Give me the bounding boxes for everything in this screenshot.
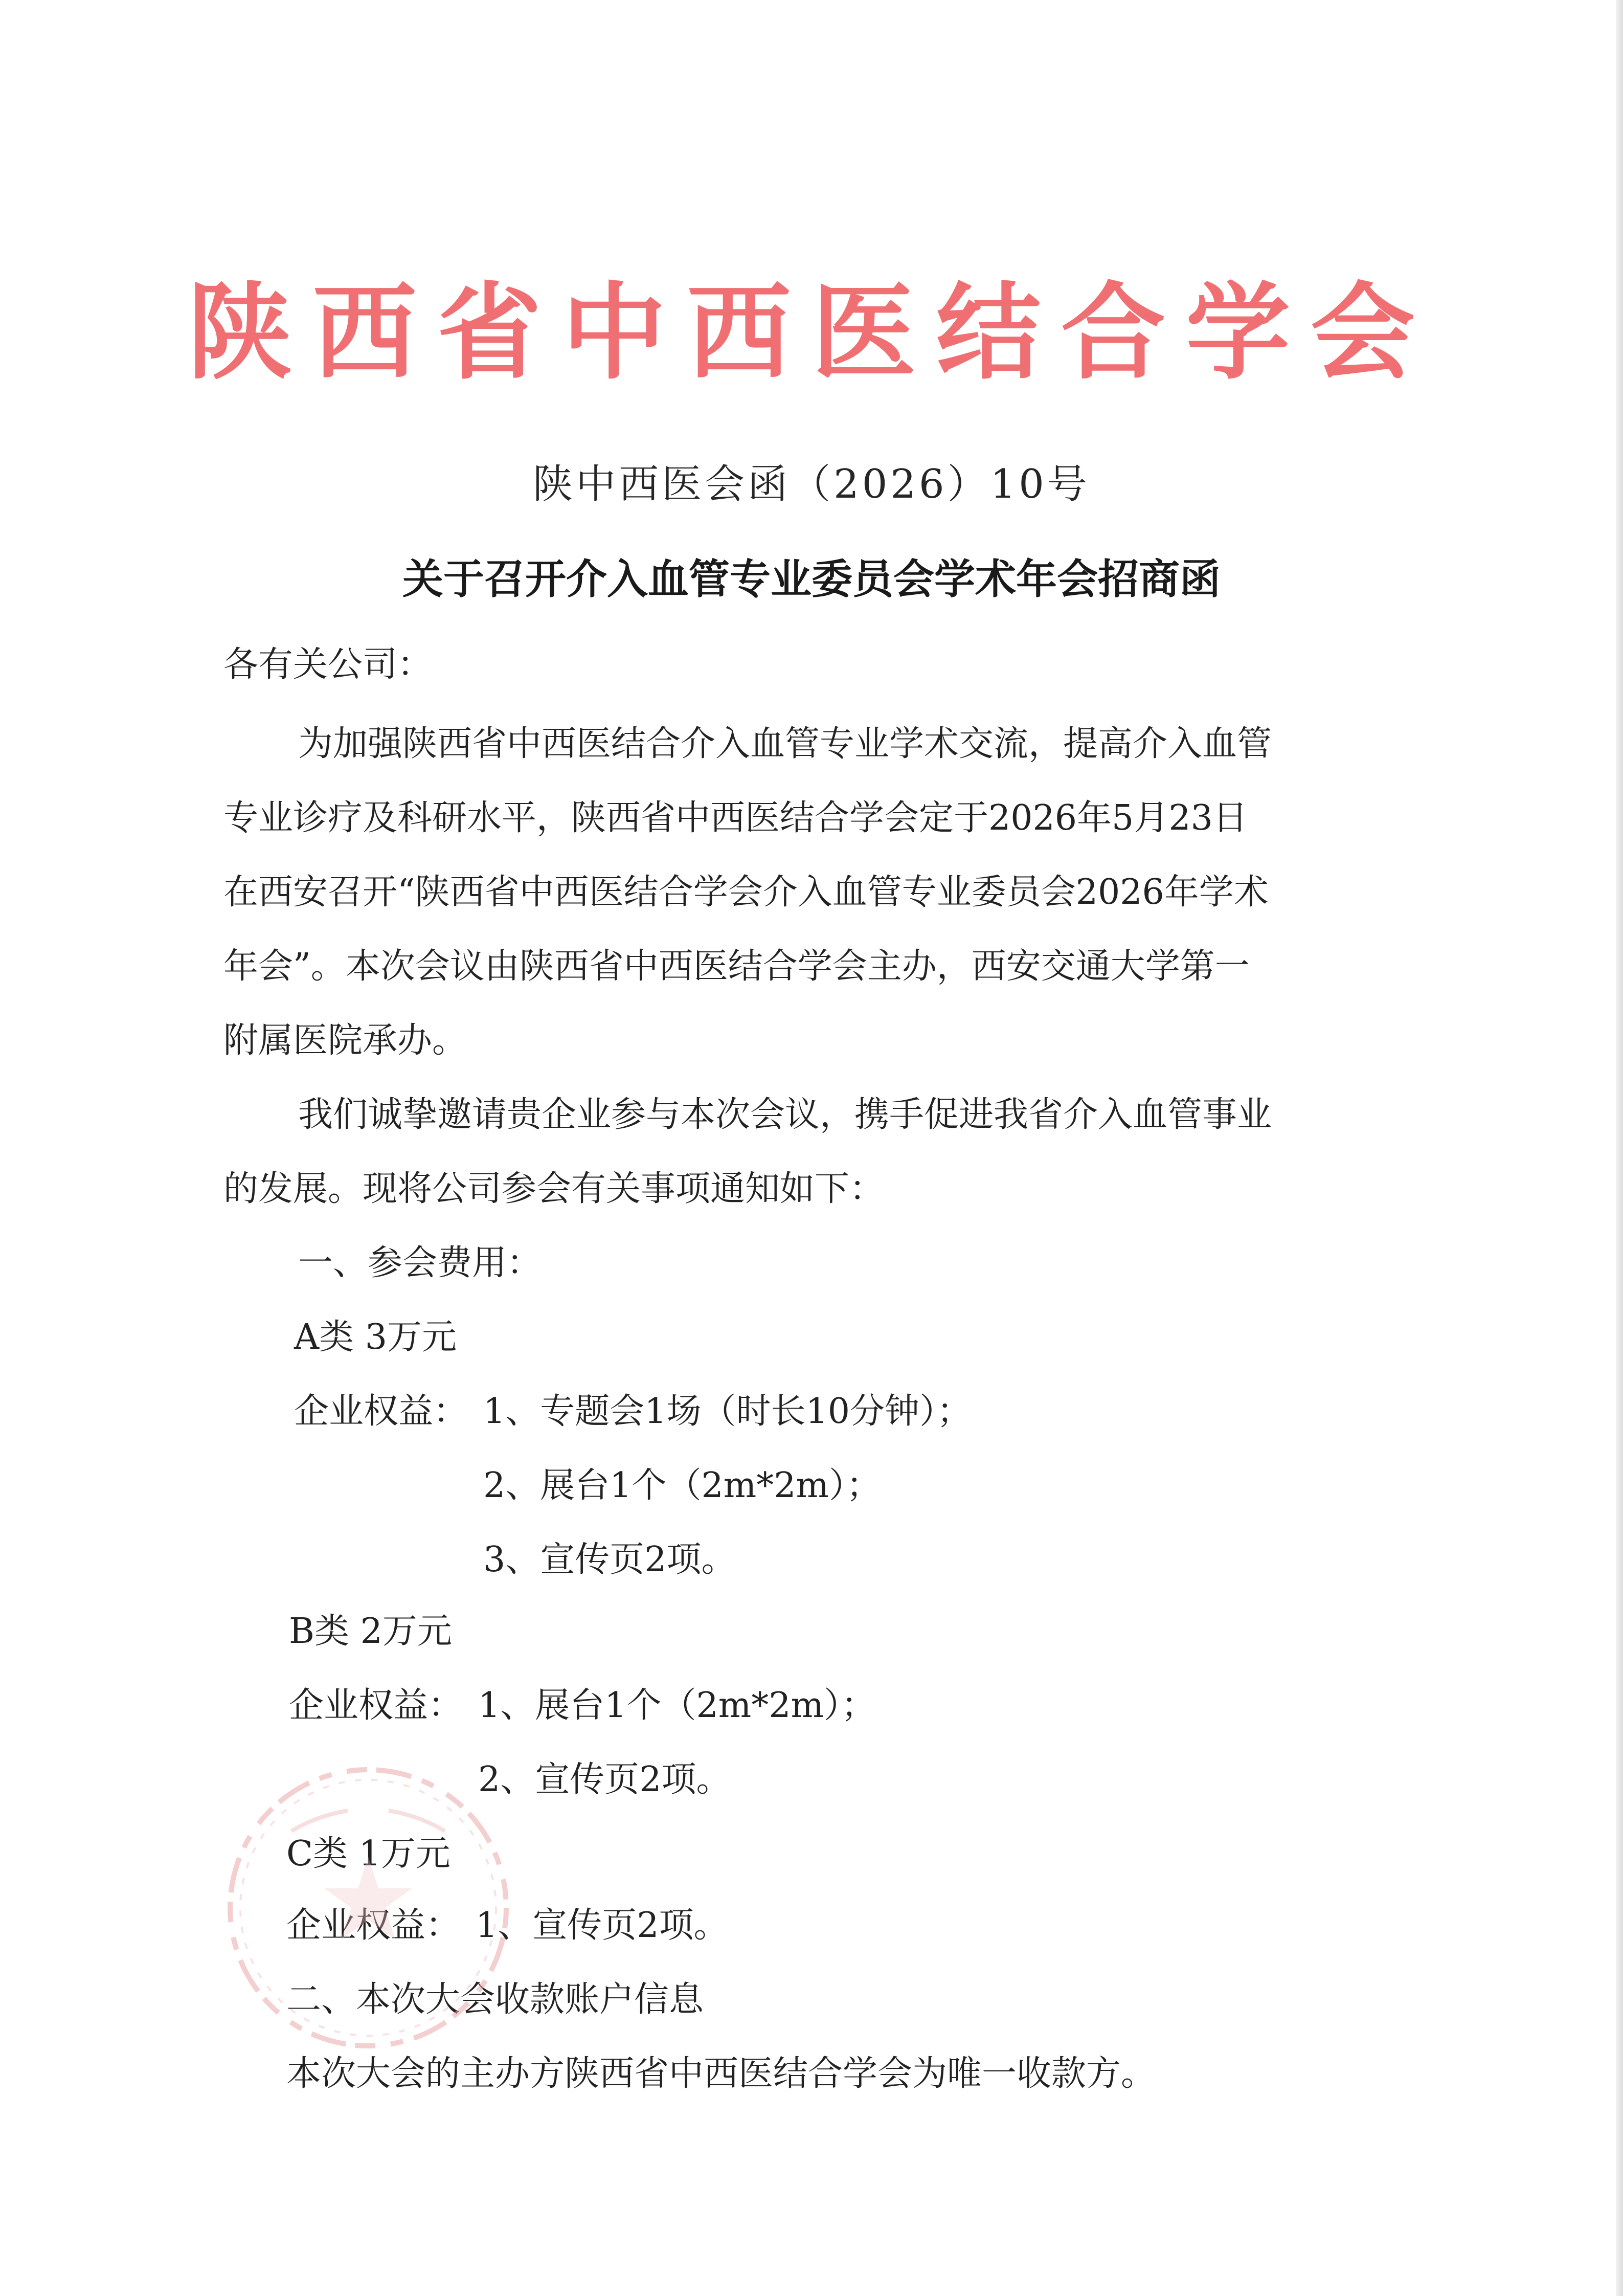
- tier-a-benefit-1: 1、专题会1场（时长10分钟）；: [483, 1391, 972, 1432]
- intro-line-1: 为加强陕西省中西医结合介入血管专业学术交流，提高介入血管: [298, 724, 1272, 764]
- tier-a-label: A类 3万元: [294, 1317, 457, 1357]
- tier-b-benefits-label: 企业权益：: [289, 1685, 463, 1726]
- tier-c-benefit-1: 1、宣传页2项。: [476, 1905, 729, 1946]
- tier-c-benefits-label: 企业权益：: [286, 1905, 461, 1946]
- intro-line-3: 在西安召开“陕西省中西医结合学会介入血管专业委员会2026年学术: [223, 872, 1269, 912]
- letterhead-org-name: 陕西省中西医结合学会: [188, 271, 1435, 394]
- document-number: 陕中西医会函（2026）10号: [533, 461, 1090, 507]
- invite-line-2: 的发展。现将公司参会有关事项通知如下：: [223, 1169, 885, 1209]
- section-1-heading: 一、参会费用：: [298, 1243, 542, 1283]
- section-2-text: 本次大会的主办方陕西省中西医结合学会为唯一收款方。: [286, 2054, 1156, 2094]
- salutation: 各有关公司：: [223, 644, 433, 685]
- official-seal-stamp: [215, 1754, 522, 2061]
- tier-a-benefit-3: 3、宣传页2项。: [483, 1540, 736, 1580]
- tier-a-benefits-label: 企业权益：: [294, 1391, 468, 1432]
- section-2-heading: 二、本次大会收款账户信息: [286, 1979, 704, 2020]
- tier-a-benefit-2: 2、展台1个（2m*2m）；: [483, 1465, 882, 1506]
- intro-line-5: 附属医院承办。: [223, 1020, 467, 1061]
- tier-b-benefit-1: 1、展台1个（2m*2m）；: [478, 1685, 876, 1726]
- document-title: 关于召开介入血管专业委员会学术年会招商函: [402, 555, 1221, 603]
- tier-c-label: C类 1万元: [286, 1834, 450, 1874]
- invite-line-1: 我们诚挚邀请贵企业参与本次会议，携手促进我省介入血管事业: [298, 1095, 1272, 1135]
- tier-b-benefit-2: 2、宣传页2项。: [478, 1759, 731, 1800]
- tier-b-label: B类 2万元: [289, 1611, 452, 1652]
- intro-line-4: 年会”。本次会议由陕西省中西医结合学会主办，西安交通大学第一: [223, 946, 1250, 987]
- intro-line-2: 专业诊疗及科研水平，陕西省中西医结合学会定于2026年5月23日: [223, 798, 1248, 838]
